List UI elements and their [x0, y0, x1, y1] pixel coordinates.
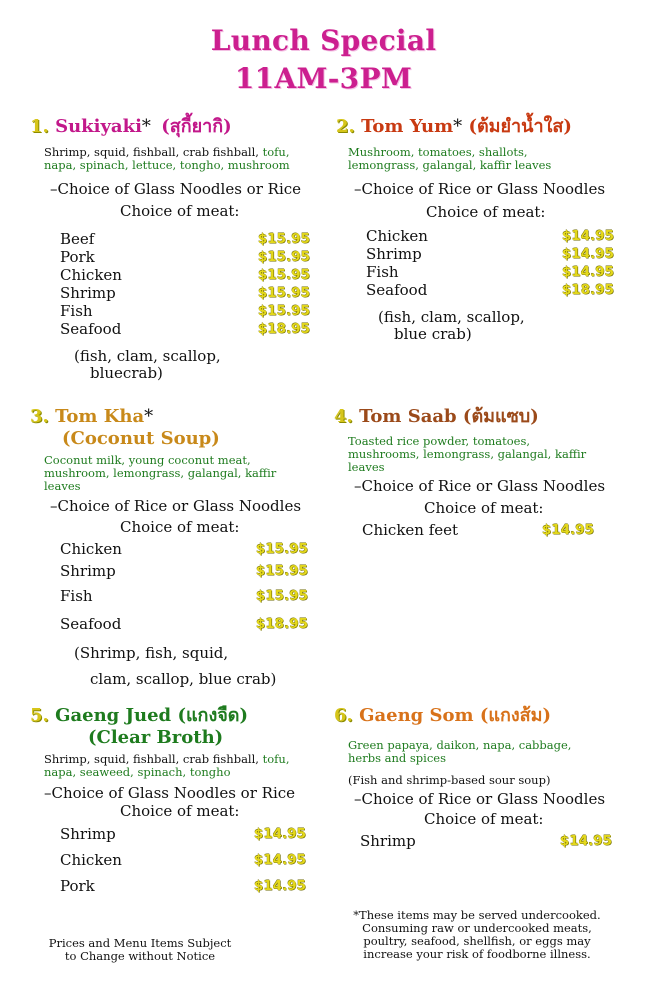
item-name: Fish — [366, 263, 399, 281]
section-title — [30, 116, 310, 138]
ingredients-line1: Shrimp, squid, fishball, crab fishball, — [44, 145, 263, 159]
item-name: Shrimp — [60, 825, 116, 843]
dish-name: Tom Yum — [361, 116, 454, 137]
item-price: $15.95 — [255, 541, 308, 557]
seafood-note — [74, 645, 310, 688]
item-name: Fish — [60, 302, 93, 320]
section-sukiyaki — [30, 116, 310, 382]
ingredients-line2: lemongrass, galangal, kaffir leaves — [348, 158, 552, 172]
price-list — [366, 227, 614, 299]
seafood-note-line2: blue crab) — [394, 325, 472, 343]
choice-meat-label: Choice of meat: — [426, 203, 546, 221]
menu-item-row — [60, 320, 310, 338]
menu-item-row — [366, 245, 614, 263]
section-number: 5. — [30, 705, 49, 726]
item-name: Shrimp — [60, 562, 116, 580]
menu-item-row — [360, 832, 612, 850]
ingredients-line2: napa, spinach, lettuce, tongho, mushroom — [44, 158, 290, 172]
menu-item-row — [60, 284, 310, 302]
price-list — [60, 230, 310, 338]
undercooked-warning — [322, 909, 632, 961]
seafood-note — [378, 309, 616, 343]
dish-thai-name: (ต้มยำน้ำใส) — [468, 116, 572, 137]
section-gaeng-jued — [30, 705, 320, 899]
menu-item-row — [60, 248, 310, 266]
menu-item-row — [60, 562, 308, 587]
section-title — [336, 116, 616, 138]
item-price: $15.95 — [257, 231, 310, 247]
price-disclaimer-line2: to Change without Notice — [64, 949, 216, 963]
seafood-note-line2: clam, scallop, blue crab) — [90, 670, 277, 688]
item-price: $14.95 — [253, 852, 306, 868]
ingredients-line2: mushroom, lemongrass, galangal, kaffir — [44, 466, 277, 480]
item-name: Shrimp — [366, 245, 422, 263]
section-tom-kha — [30, 406, 310, 688]
ingredients-line1: Mushroom, tomatoes, shallots, — [348, 145, 528, 159]
item-name: Seafood — [60, 615, 122, 633]
section-title — [334, 705, 624, 727]
section-number: 1. — [30, 116, 49, 137]
choice-meat-label: Choice of meat: — [120, 802, 240, 820]
dish-subtitle: (Clear Broth) — [88, 727, 224, 748]
ingredients-line2: napa, seaweed, spinach, tongho — [44, 765, 231, 779]
item-name: Fish — [60, 587, 93, 605]
menu-item-row — [60, 302, 310, 320]
section-title — [30, 705, 320, 727]
menu-title: Lunch Special — [210, 24, 437, 57]
seafood-note-line1: (fish, clam, scallop, — [378, 308, 525, 326]
choice-noodles: –Choice of Rice or Glass Noodles — [354, 790, 606, 808]
item-price: $18.95 — [561, 282, 614, 298]
menu-item-row — [60, 266, 310, 284]
dish-thai-name: (ต้มแซบ) — [462, 406, 539, 427]
dish-thai-name: (สุกี้ยากิ) — [161, 116, 232, 137]
item-name: Seafood — [366, 281, 428, 299]
section-number: 6. — [334, 705, 353, 726]
price-disclaimer-line1: Prices and Menu Items Subject — [48, 936, 232, 950]
ingredients — [44, 146, 310, 172]
dish-thai-name: (แกงส้ม) — [479, 705, 552, 726]
ingredients-line1: Toasted rice powder, tomatoes, — [348, 434, 531, 448]
item-price: $14.95 — [253, 878, 306, 894]
ingredients-line1: Shrimp, squid, fishball, crab fishball, — [44, 752, 263, 766]
section-number: 2. — [336, 116, 355, 137]
ingredients-tofu: tofu, — [262, 145, 290, 159]
price-list — [362, 521, 594, 539]
item-price: $14.95 — [561, 246, 614, 262]
item-price: $15.95 — [255, 563, 308, 579]
ingredients — [348, 435, 614, 474]
dish-name: Tom Saab — [359, 406, 457, 427]
ingredients-line2: mushrooms, lemongrass, galangal, kaffir — [348, 447, 587, 461]
item-price: $14.95 — [253, 826, 306, 842]
menu-item-row — [366, 281, 614, 299]
section-tom-saab — [334, 406, 614, 539]
seafood-note-line1: (fish, clam, scallop, — [74, 347, 221, 365]
seafood-note-line1: (Shrimp, fish, squid, — [74, 644, 229, 662]
undercooked-asterisk: * — [141, 116, 151, 137]
price-disclaimer — [20, 937, 260, 963]
item-name: Seafood — [60, 320, 122, 338]
choice-noodles: –Choice of Glass Noodles or Rice — [50, 180, 302, 198]
menu-item-row — [60, 615, 308, 637]
undercooked-asterisk: * — [144, 406, 154, 427]
seafood-note-line2: bluecrab) — [90, 364, 163, 382]
item-name: Chicken — [366, 227, 428, 245]
item-name: Shrimp — [360, 832, 416, 850]
menu-item-row — [60, 877, 306, 899]
item-name: Chicken — [60, 851, 122, 869]
price-list — [60, 540, 308, 637]
menu-item-row — [60, 540, 308, 562]
dish-thai-name: (แกงจืด) — [177, 705, 248, 726]
price-list — [60, 825, 306, 899]
section-number: 4. — [334, 406, 353, 427]
warning-line3: poultry, seafood, shellfish, or eggs may — [363, 934, 591, 948]
choice-noodles: –Choice of Rice or Glass Noodles — [354, 180, 606, 198]
dish-description: (Fish and shrimp-based sour soup) — [348, 773, 551, 787]
item-price: $15.95 — [257, 285, 310, 301]
section-gaeng-som — [334, 705, 624, 850]
menu-item-row — [60, 230, 310, 248]
item-price: $18.95 — [255, 616, 308, 632]
warning-line4: increase your risk of foodborne illness. — [363, 947, 591, 961]
choice-noodles: –Choice of Glass Noodles or Rice — [44, 784, 296, 802]
section-title — [30, 406, 310, 428]
item-price: $15.95 — [257, 303, 310, 319]
item-name: Beef — [60, 230, 95, 248]
ingredients — [348, 146, 616, 172]
dish-name: Gaeng Som — [359, 705, 474, 726]
menu-item-row — [366, 263, 614, 281]
dish-subtitle: (Coconut Soup) — [62, 428, 220, 449]
choice-meat-label: Choice of meat: — [424, 810, 544, 828]
dish-name: Gaeng Jued — [55, 705, 172, 726]
ingredients — [44, 753, 320, 779]
item-price: $14.95 — [561, 264, 614, 280]
menu-hours: 11AM-3PM — [234, 62, 413, 95]
menu-item-row — [60, 825, 306, 851]
dish-name: Sukiyaki — [55, 116, 142, 137]
ingredients-line1: Coconut milk, young coconut meat, — [44, 453, 251, 467]
item-name: Shrimp — [60, 284, 116, 302]
ingredients-line2: herbs and spices — [348, 751, 446, 765]
choice-noodles: –Choice of Rice or Glass Noodles — [50, 497, 302, 515]
choice-meat-label: Choice of meat: — [120, 518, 240, 536]
section-number: 3. — [30, 406, 49, 427]
price-list — [360, 832, 612, 850]
item-price: $14.95 — [561, 228, 614, 244]
item-name: Pork — [60, 248, 95, 266]
item-price: $15.95 — [257, 267, 310, 283]
menu-item-row — [362, 521, 594, 539]
ingredients — [44, 454, 310, 493]
dish-name: Tom Kha — [55, 406, 145, 427]
choice-meat-label: Choice of meat: — [424, 499, 544, 517]
menu-item-row — [366, 227, 614, 245]
choice-noodles: –Choice of Rice or Glass Noodles — [354, 477, 606, 495]
warning-line2: Consuming raw or undercooked meats, — [362, 921, 592, 935]
ingredients-line3: leaves — [348, 460, 385, 474]
choice-meat-label: Choice of meat: — [120, 202, 240, 220]
menu-item-row — [60, 587, 308, 615]
item-price: $18.95 — [257, 321, 310, 337]
item-price: $15.95 — [257, 249, 310, 265]
ingredients-line1: Green papaya, daikon, napa, cabbage, — [348, 738, 572, 752]
warning-line1: *These items may be served undercooked. — [353, 908, 601, 922]
ingredients-tofu: tofu, — [262, 752, 290, 766]
ingredients — [348, 739, 624, 765]
item-name: Chicken — [60, 266, 122, 284]
item-name: Chicken — [60, 540, 122, 558]
seafood-note — [74, 348, 310, 382]
ingredients-line3: leaves — [44, 479, 81, 493]
section-tom-yum — [336, 116, 616, 343]
menu-item-row — [60, 851, 306, 877]
item-name: Chicken feet — [362, 521, 459, 539]
item-price: $14.95 — [541, 522, 594, 538]
section-title — [334, 406, 614, 428]
undercooked-asterisk: * — [453, 116, 463, 137]
item-price: $14.95 — [559, 833, 612, 849]
item-name: Pork — [60, 877, 95, 895]
item-price: $15.95 — [255, 588, 308, 604]
